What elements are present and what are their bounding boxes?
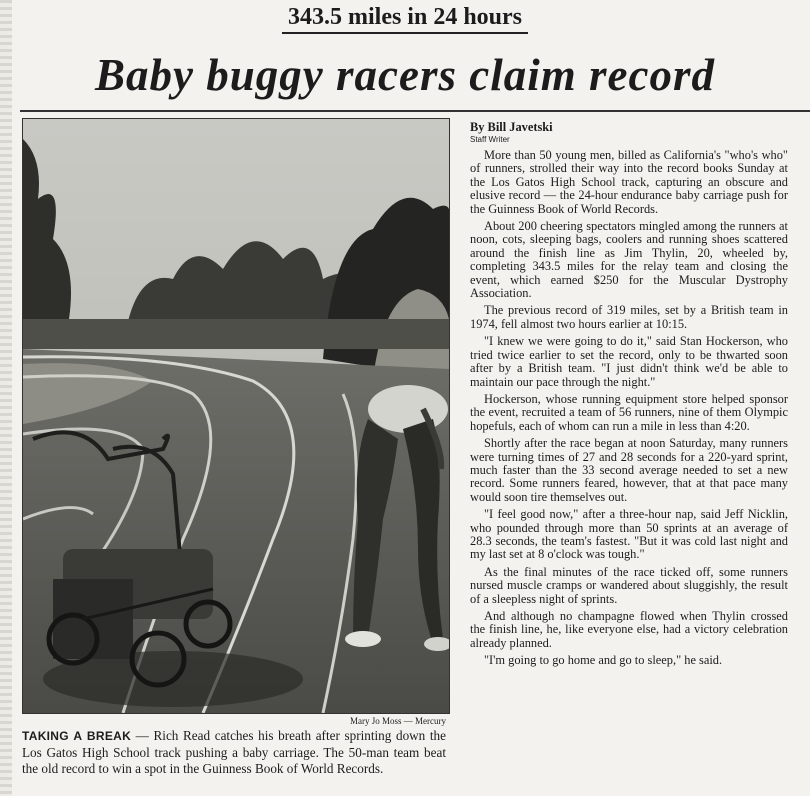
photo-caption [22, 728, 446, 778]
article-paragraph: And although no champagne flowed when Thylin crossed the finish line, he, like everyone else, had a victory celebration already planned. [470, 609, 788, 650]
article-paragraph: Hockerson, whose running equipment store helped sponsor the event, recruited a team of 56 runners, nine of them Olympic hopefuls, each of whom can run a mile in less than 4:20. [470, 391, 788, 433]
article-paragraph: "I'm going to go home and go to sleep," he said. [484, 653, 723, 668]
article-paragraph: The previous record of 319 miles, set by a British team in 1974, fell almost two hours earlier at 10:15. [470, 303, 788, 331]
kicker-text: 343.5 miles in 24 hours [282, 2, 528, 34]
article-paragraph: "I knew we were going to do it," said Stan Hockerson, who tried twice earlier to set the record, only to be thwarted soon after by a British team. "I just didn't think we'd be able to maintain our pace through the night." [470, 334, 788, 389]
headline: Baby buggy racers claim record [95, 50, 715, 100]
clipping-edge [0, 0, 12, 796]
article-column [470, 118, 788, 672]
staff-writer-label: Staff Writer [470, 135, 510, 144]
article-paragraph: "I feel good now," after a three-hour nap, said Jeff Nicklin, who pounded through more than 50 sprints at an average of 28.3 seconds, the team's fastest. "But it was cold last night and my last set at 8 o'clock was tough." [470, 507, 788, 562]
news-photo [22, 118, 450, 714]
byline: By Bill Javetski [470, 120, 553, 134]
article-paragraph: About 200 cheering spectators mingled among the runners at noon, cots, sleeping bags, coolers and running shoes scattered around the finish line as Jim Thylin, 20, wheeled by, completing 343.5 miles for the relay team and closing the event, which earned $250 for the Muscular Dystrophy Association. [470, 219, 788, 301]
photo-credit: Mary Jo Moss — Mercury [350, 716, 446, 726]
article-paragraph: Shortly after the race began at noon Saturday, many runners were turning times of 27 and 28 seconds for a 220-yard sprint, much faster than the 33 second average needed to set a new record. Some runners feared, however, that at that pace many would soon tire themselves out. [470, 436, 788, 504]
caption-text: — Rich Read catches his breath after sprinting down the Los Gatos High School track pushing a baby carriage. The 50-man team beat the old record to win a spot in the Guinness Book of World Records. [22, 728, 447, 777]
caption-lead: TAKING A BREAK [22, 729, 132, 743]
kicker-headline [0, 2, 810, 34]
article-paragraph: More than 50 young men, billed as California's "who's who" of runners, strolled their way into the record books Sunday at the Los Gatos High School track, capturing an obscure and elusive record — the 24-hour endurance baby carriage push for the Guinness Book of World Records. [470, 148, 788, 216]
article-paragraph: As the final minutes of the race ticked off, some runners nursed muscle cramps or wandered about sluggishly, the result of a sleepless night of sprints. [470, 564, 788, 606]
headline-rule [20, 110, 810, 112]
photo-illustration [23, 119, 449, 713]
